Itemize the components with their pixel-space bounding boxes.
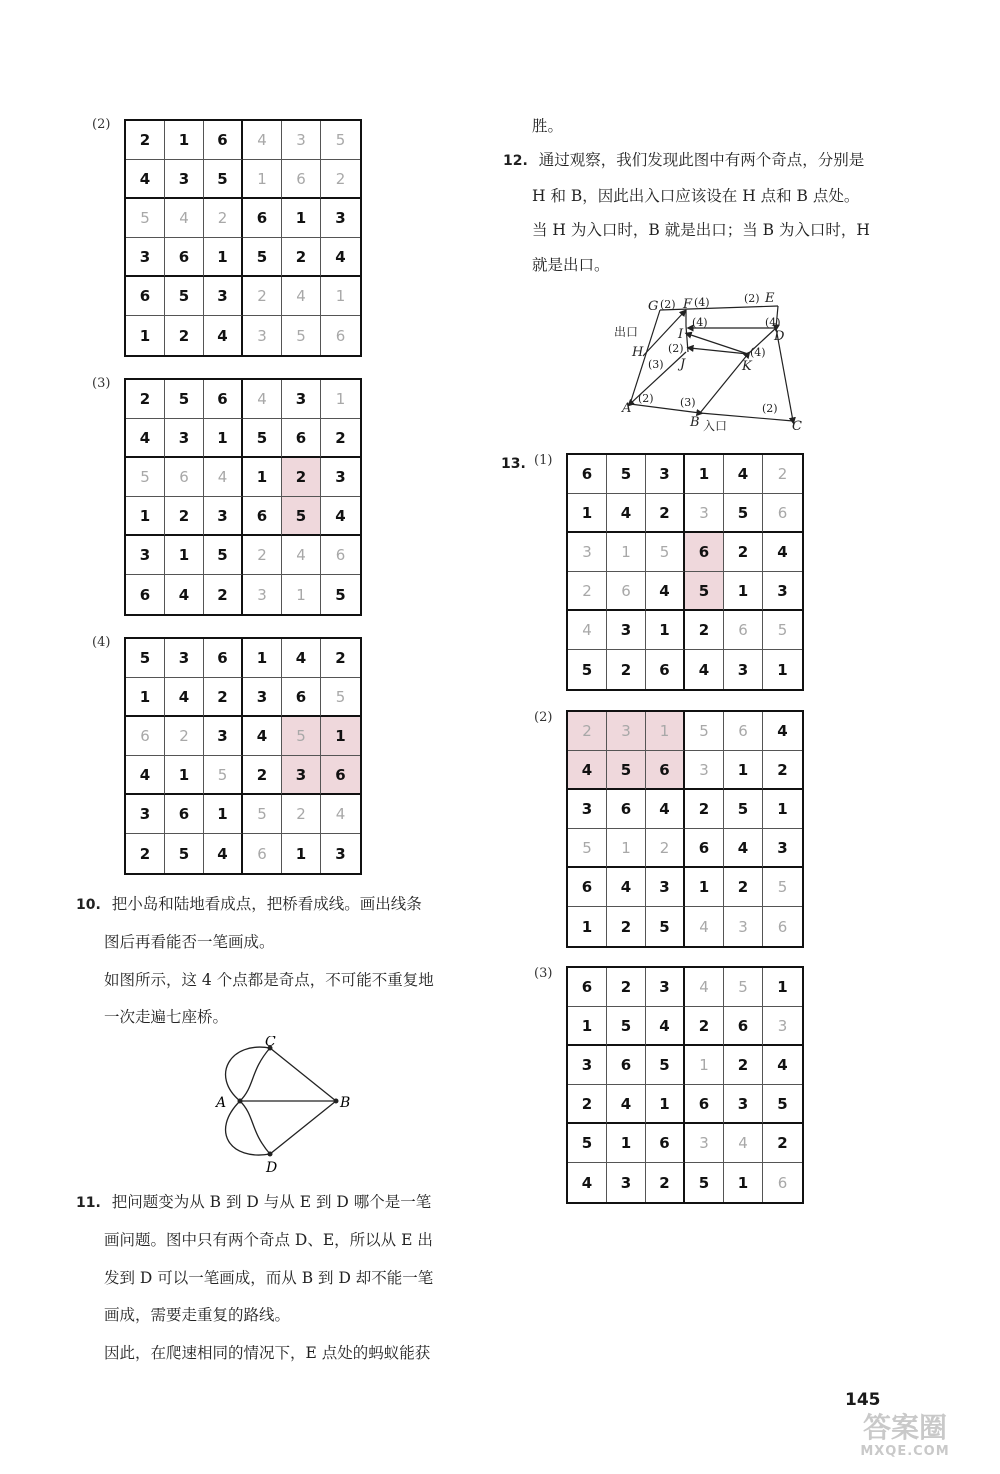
sudoku-cell: 4 bbox=[243, 717, 282, 756]
sudoku-cell: 6 bbox=[204, 380, 243, 419]
sudoku-cell: 3 bbox=[607, 1163, 646, 1202]
sudoku-cell: 2 bbox=[685, 611, 724, 650]
edge-c-b bbox=[270, 1048, 336, 1101]
q11-block bbox=[76, 1192, 431, 1213]
sudoku-cell: 3 bbox=[126, 536, 165, 575]
sudoku-cell: 4 bbox=[165, 575, 204, 614]
watermark-logo: 答案圈 MXQE.COM bbox=[860, 1411, 950, 1459]
sudoku-cell: 2 bbox=[321, 419, 360, 458]
sudoku-cell: 5 bbox=[243, 419, 282, 458]
sudoku-cell: 3 bbox=[685, 751, 724, 790]
sudoku-cell: 6 bbox=[724, 712, 763, 751]
node-g: G bbox=[648, 299, 659, 314]
w-gf: (2) bbox=[660, 298, 676, 311]
sudoku-cell: 5 bbox=[763, 1085, 802, 1124]
sudoku-cell: 1 bbox=[685, 455, 724, 494]
sudoku-cell: 6 bbox=[165, 238, 204, 277]
sudoku-cell: 2 bbox=[165, 497, 204, 536]
sudoku-cell: 5 bbox=[685, 712, 724, 751]
sudoku-grid-left-4 bbox=[124, 637, 362, 875]
grid-label-r1: (1) bbox=[534, 453, 553, 468]
q11-line-1: 把问题变为从 B 到 D 与从 E 到 D 哪个是一笔 bbox=[111, 1193, 432, 1211]
sudoku-cell: 3 bbox=[646, 868, 685, 907]
node-j: J bbox=[680, 357, 686, 372]
sudoku-cell: 3 bbox=[685, 1124, 724, 1163]
sudoku-cell: 6 bbox=[282, 160, 321, 199]
edge-a-d-inner bbox=[240, 1101, 270, 1154]
sudoku-cell: 1 bbox=[646, 611, 685, 650]
sudoku-cell: 5 bbox=[165, 277, 204, 316]
node-d bbox=[268, 1152, 273, 1157]
sudoku-cell: 1 bbox=[282, 575, 321, 614]
w-e: (2) bbox=[744, 292, 760, 305]
q10-number: 10. bbox=[76, 897, 101, 913]
sudoku-cell: 6 bbox=[646, 650, 685, 689]
sudoku-cell: 3 bbox=[607, 611, 646, 650]
sudoku-cell: 3 bbox=[646, 968, 685, 1007]
sudoku-cell: 6 bbox=[763, 494, 802, 533]
sudoku-cell: 3 bbox=[763, 572, 802, 611]
sudoku-cell: 1 bbox=[243, 458, 282, 497]
q13-number-text: 13. bbox=[501, 456, 526, 472]
edge-a-d-outer bbox=[226, 1101, 270, 1155]
sudoku-cell: 2 bbox=[126, 834, 165, 873]
edge-g-e bbox=[660, 306, 778, 310]
sudoku-cell: 4 bbox=[321, 497, 360, 536]
sudoku-cell: 6 bbox=[685, 1085, 724, 1124]
q10-block bbox=[76, 894, 422, 915]
sudoku-cell: 2 bbox=[126, 121, 165, 160]
sudoku-cell: 5 bbox=[685, 572, 724, 611]
sudoku-cell: 3 bbox=[165, 160, 204, 199]
sudoku-cell: 1 bbox=[126, 678, 165, 717]
sudoku-cell: 6 bbox=[685, 829, 724, 868]
sudoku-cell: 6 bbox=[243, 834, 282, 873]
label-b: B bbox=[340, 1095, 351, 1111]
sudoku-cell: 2 bbox=[724, 533, 763, 572]
q11-continuation: 胜。 bbox=[532, 117, 564, 135]
sudoku-cell: 4 bbox=[282, 277, 321, 316]
sudoku-cell: 1 bbox=[646, 1085, 685, 1124]
q12-line-2: H 和 B，因此出入口应该设在 H 点和 B 点处。 bbox=[532, 187, 860, 205]
sudoku-cell: 6 bbox=[204, 121, 243, 160]
q10-line-1: 把小岛和陆地看成点，把桥看成线。画出线条 bbox=[111, 895, 422, 913]
q12-line-3: 当 H 为入口时，B 就是出口；当 B 为入口时，H bbox=[532, 221, 870, 239]
sudoku-cell: 1 bbox=[646, 712, 685, 751]
sudoku-cell: 3 bbox=[243, 316, 282, 355]
w-fe: (4) bbox=[694, 296, 710, 309]
sudoku-cell: 4 bbox=[763, 533, 802, 572]
sudoku-cell: 3 bbox=[763, 829, 802, 868]
sudoku-cell: 5 bbox=[165, 380, 204, 419]
sudoku-cell: 4 bbox=[204, 458, 243, 497]
sudoku-cell: 4 bbox=[243, 380, 282, 419]
sudoku-cell: 2 bbox=[607, 650, 646, 689]
sudoku-cell: 5 bbox=[335, 585, 346, 604]
sudoku-grid-right-2 bbox=[566, 710, 804, 948]
sudoku-cell: 3 bbox=[321, 458, 360, 497]
w-j: (2) bbox=[668, 342, 684, 355]
sudoku-cell: 5 bbox=[243, 795, 282, 834]
sudoku-cell: 4 bbox=[126, 160, 165, 199]
sudoku-cell: 2 bbox=[568, 712, 607, 751]
sudoku-cell: 5 bbox=[321, 121, 360, 160]
sudoku-cell: 1 bbox=[204, 795, 243, 834]
node-i: I bbox=[678, 327, 684, 342]
sudoku-cell: 5 bbox=[607, 1007, 646, 1046]
bridge-graph-diagram bbox=[210, 1036, 360, 1176]
sudoku-cell: 4 bbox=[165, 678, 204, 717]
sudoku-cell: 6 bbox=[724, 1007, 763, 1046]
sudoku-cell: 1 bbox=[724, 751, 763, 790]
entrance-label: 入口 bbox=[703, 419, 728, 433]
w-d: (4) bbox=[765, 316, 781, 329]
grid-label-l2: (2) bbox=[92, 117, 111, 132]
sudoku-cell: 1 bbox=[607, 533, 646, 572]
sudoku-cell: 5 bbox=[763, 868, 802, 907]
sudoku-cell: 5 bbox=[568, 650, 607, 689]
sudoku-cell: 4 bbox=[568, 751, 607, 790]
sudoku-cell: 3 bbox=[568, 533, 607, 572]
sudoku-cell: 2 bbox=[282, 795, 321, 834]
sudoku-cell: 6 bbox=[646, 1124, 685, 1163]
sudoku-cell: 6 bbox=[126, 277, 165, 316]
grid-label-l3: (3) bbox=[92, 376, 111, 391]
sudoku-cell: 5 bbox=[282, 497, 321, 536]
sudoku-cell: 4 bbox=[685, 650, 724, 689]
sudoku-cell: 4 bbox=[568, 611, 607, 650]
sudoku-cell: 4 bbox=[126, 756, 165, 795]
sudoku-cell: 2 bbox=[646, 1163, 685, 1202]
sudoku-grid-right-1 bbox=[566, 453, 804, 691]
sudoku-cell: 5 bbox=[607, 751, 646, 790]
edge-a-c-inner bbox=[240, 1048, 270, 1101]
w-i: (4) bbox=[692, 316, 708, 329]
sudoku-cell: 1 bbox=[243, 639, 282, 678]
q10-line-2: 图后再看能否一笔画成。 bbox=[104, 933, 275, 951]
sudoku-cell: 5 bbox=[204, 536, 243, 575]
sudoku-cell: 5 bbox=[568, 829, 607, 868]
sudoku-cell: 5 bbox=[282, 717, 321, 756]
sudoku-cell: 1 bbox=[607, 829, 646, 868]
sudoku-cell: 2 bbox=[763, 1124, 802, 1163]
node-b bbox=[334, 1099, 339, 1104]
sudoku-cell: 3 bbox=[204, 277, 243, 316]
sudoku-cell: 5 bbox=[763, 611, 802, 650]
sudoku-cell: 1 bbox=[165, 756, 204, 795]
sudoku-cell: 6 bbox=[335, 326, 346, 345]
sudoku-cell: 2 bbox=[321, 639, 360, 678]
sudoku-cell: 6 bbox=[607, 572, 646, 611]
sudoku-cell: 1 bbox=[321, 717, 360, 756]
sudoku-cell: 4 bbox=[126, 419, 165, 458]
w-c: (2) bbox=[762, 402, 778, 415]
q12-block bbox=[503, 150, 864, 171]
sudoku-cell: 1 bbox=[321, 277, 360, 316]
sudoku-cell: 6 bbox=[126, 717, 165, 756]
node-c: C bbox=[792, 419, 802, 434]
sudoku-cell: 6 bbox=[165, 795, 204, 834]
node-a bbox=[238, 1099, 243, 1104]
sudoku-cell: 3 bbox=[282, 121, 321, 160]
sudoku-cell: 5 bbox=[646, 1046, 685, 1085]
sudoku-cell: 6 bbox=[243, 497, 282, 536]
q12-line-1: 通过观察，我们发现此图中有两个奇点，分别是 bbox=[538, 151, 865, 169]
label-a: A bbox=[216, 1095, 227, 1111]
node-k: K bbox=[742, 359, 752, 374]
sudoku-cell: 5 bbox=[724, 494, 763, 533]
node-d: D bbox=[774, 329, 785, 344]
sudoku-cell: 3 bbox=[763, 1007, 802, 1046]
sudoku-cell: 6 bbox=[646, 751, 685, 790]
sudoku-cell: 1 bbox=[204, 419, 243, 458]
sudoku-cell: 4 bbox=[282, 639, 321, 678]
sudoku-cell: 3 bbox=[282, 756, 321, 795]
sudoku-cell: 2 bbox=[243, 536, 282, 575]
page-number: 145 bbox=[845, 1390, 881, 1410]
sudoku-cell: 2 bbox=[282, 238, 321, 277]
sudoku-cell: 3 bbox=[321, 199, 360, 238]
sudoku-cell: 6 bbox=[568, 455, 607, 494]
sudoku-cell: 3 bbox=[724, 650, 763, 689]
sudoku-cell: 6 bbox=[243, 199, 282, 238]
sudoku-cell: 1 bbox=[724, 572, 763, 611]
edge-a-c-outer bbox=[226, 1047, 270, 1101]
sudoku-cell: 1 bbox=[165, 536, 204, 575]
sudoku-cell: 2 bbox=[646, 829, 685, 868]
sudoku-cell: 1 bbox=[607, 1124, 646, 1163]
node-e: E bbox=[765, 291, 775, 306]
sudoku-cell: 3 bbox=[282, 380, 321, 419]
sudoku-cell: 2 bbox=[204, 199, 243, 238]
sudoku-cell: 5 bbox=[126, 458, 165, 497]
sudoku-cell: 2 bbox=[321, 160, 360, 199]
sudoku-grid-right-3 bbox=[566, 966, 804, 1204]
sudoku-cell: 1 bbox=[685, 868, 724, 907]
sudoku-cell: 1 bbox=[282, 199, 321, 238]
q11-line-5: 因此，在爬速相同的情况下，E 点处的蚂蚁能获 bbox=[104, 1344, 431, 1362]
sudoku-cell: 5 bbox=[321, 678, 360, 717]
sudoku-cell: 2 bbox=[243, 277, 282, 316]
sudoku-cell: 1 bbox=[126, 316, 165, 355]
sudoku-cell: 2 bbox=[724, 868, 763, 907]
sudoku-cell: 1 bbox=[685, 1046, 724, 1085]
sudoku-cell: 5 bbox=[724, 790, 763, 829]
sudoku-cell: 1 bbox=[126, 497, 165, 536]
sudoku-cell: 5 bbox=[724, 968, 763, 1007]
sudoku-cell: 3 bbox=[607, 712, 646, 751]
sudoku-cell: 4 bbox=[607, 868, 646, 907]
sudoku-cell: 5 bbox=[126, 199, 165, 238]
q10-line-4: 一次走遍七座桥。 bbox=[104, 1008, 229, 1026]
sudoku-cell: 2 bbox=[646, 494, 685, 533]
sudoku-cell: 5 bbox=[646, 533, 685, 572]
node-b: B bbox=[690, 415, 700, 430]
sudoku-cell: 2 bbox=[763, 455, 802, 494]
q12-line-4: 就是出口。 bbox=[532, 256, 610, 274]
edge-d-b bbox=[270, 1101, 336, 1154]
sudoku-cell: 4 bbox=[724, 829, 763, 868]
sudoku-cell: 2 bbox=[568, 572, 607, 611]
sudoku-cell: 5 bbox=[282, 316, 321, 355]
grid-label-r3: (3) bbox=[534, 966, 553, 981]
sudoku-cell: 1 bbox=[282, 834, 321, 873]
maze-graph-diagram bbox=[608, 286, 818, 436]
sudoku-cell: 6 bbox=[568, 968, 607, 1007]
q13-number bbox=[501, 453, 526, 472]
sudoku-cell: 1 bbox=[165, 121, 204, 160]
sudoku-cell: 3 bbox=[724, 907, 763, 946]
sudoku-cell: 6 bbox=[568, 868, 607, 907]
sudoku-cell: 5 bbox=[607, 455, 646, 494]
sudoku-cell: 4 bbox=[321, 238, 360, 277]
sudoku-cell: 1 bbox=[568, 1007, 607, 1046]
sudoku-cell: 3 bbox=[685, 494, 724, 533]
sudoku-cell: 6 bbox=[607, 790, 646, 829]
sudoku-cell: 6 bbox=[204, 639, 243, 678]
w-h: (3) bbox=[648, 358, 664, 371]
sudoku-cell: 6 bbox=[607, 1046, 646, 1085]
w-a: (2) bbox=[638, 392, 654, 405]
sudoku-cell: 4 bbox=[646, 572, 685, 611]
sudoku-cell: 5 bbox=[204, 160, 243, 199]
sudoku-cell: 3 bbox=[165, 639, 204, 678]
sudoku-cell: 1 bbox=[724, 1163, 763, 1202]
sudoku-cell: 3 bbox=[204, 497, 243, 536]
sudoku-cell: 2 bbox=[607, 968, 646, 1007]
sudoku-cell: 2 bbox=[204, 678, 243, 717]
sudoku-cell: 2 bbox=[204, 575, 243, 614]
sudoku-cell: 2 bbox=[165, 316, 204, 355]
sudoku-cell: 6 bbox=[777, 1173, 788, 1192]
sudoku-cell: 4 bbox=[763, 712, 802, 751]
q11-number: 11. bbox=[76, 1195, 101, 1211]
node-h: H bbox=[632, 345, 644, 360]
sudoku-cell: 1 bbox=[243, 160, 282, 199]
node-a: A bbox=[622, 401, 632, 416]
q11-line-4: 画成，需要走重复的路线。 bbox=[104, 1306, 291, 1324]
sudoku-cell: 2 bbox=[243, 756, 282, 795]
sudoku-cell: 6 bbox=[685, 533, 724, 572]
q10-line-3: 如图所示，这 4 个点都是奇点，不可能不重复地 bbox=[104, 971, 434, 989]
sudoku-cell: 4 bbox=[204, 316, 243, 355]
sudoku-cell: 5 bbox=[165, 834, 204, 873]
sudoku-cell: 1 bbox=[763, 968, 802, 1007]
sudoku-cell: 6 bbox=[321, 756, 360, 795]
sudoku-cell: 4 bbox=[607, 494, 646, 533]
sudoku-cell: 4 bbox=[165, 199, 204, 238]
sudoku-cell: 6 bbox=[126, 575, 165, 614]
sudoku-cell: 5 bbox=[685, 1163, 724, 1202]
sudoku-cell: 3 bbox=[568, 1046, 607, 1085]
q11-line-3: 发到 D 可以一笔画成，而从 B 到 D 却不能一笔 bbox=[104, 1269, 434, 1287]
sudoku-cell: 4 bbox=[646, 790, 685, 829]
sudoku-cell: 3 bbox=[126, 795, 165, 834]
sudoku-cell: 5 bbox=[243, 238, 282, 277]
sudoku-cell: 4 bbox=[321, 795, 360, 834]
sudoku-cell: 2 bbox=[126, 380, 165, 419]
sudoku-cell: 3 bbox=[646, 455, 685, 494]
sudoku-cell: 6 bbox=[282, 678, 321, 717]
sudoku-cell: 4 bbox=[724, 1124, 763, 1163]
sudoku-cell: 4 bbox=[763, 1046, 802, 1085]
sudoku-cell: 4 bbox=[204, 834, 243, 873]
label-d: D bbox=[266, 1160, 278, 1176]
sudoku-cell: 2 bbox=[724, 1046, 763, 1085]
sudoku-cell: 4 bbox=[243, 121, 282, 160]
sudoku-cell: 3 bbox=[165, 419, 204, 458]
sudoku-cell: 3 bbox=[243, 575, 282, 614]
sudoku-cell: 2 bbox=[685, 790, 724, 829]
q11-line-2: 画问题。图中只有两个奇点 D、E，所以从 E 出 bbox=[104, 1231, 433, 1249]
sudoku-cell: 4 bbox=[724, 455, 763, 494]
sudoku-cell: 2 bbox=[165, 717, 204, 756]
exit-label: 出口 bbox=[614, 325, 639, 339]
sudoku-cell: 3 bbox=[204, 717, 243, 756]
node-f: F bbox=[683, 297, 693, 312]
sudoku-cell: 6 bbox=[724, 611, 763, 650]
sudoku-cell: 4 bbox=[607, 1085, 646, 1124]
sudoku-cell: 3 bbox=[724, 1085, 763, 1124]
edge-i-j bbox=[686, 326, 688, 352]
sudoku-cell: 6 bbox=[321, 536, 360, 575]
edge-b-k bbox=[700, 354, 748, 413]
sudoku-cell: 1 bbox=[568, 494, 607, 533]
sudoku-cell: 4 bbox=[685, 907, 724, 946]
sudoku-cell: 4 bbox=[282, 536, 321, 575]
sudoku-cell: 2 bbox=[607, 907, 646, 946]
sudoku-cell: 2 bbox=[685, 1007, 724, 1046]
w-ab: (3) bbox=[680, 396, 696, 409]
sudoku-cell: 2 bbox=[763, 751, 802, 790]
sudoku-cell: 3 bbox=[568, 790, 607, 829]
label-c: C bbox=[265, 1036, 276, 1050]
grid-label-r2: (2) bbox=[534, 710, 553, 725]
sudoku-grid-left-3 bbox=[124, 378, 362, 616]
sudoku-cell: 3 bbox=[243, 678, 282, 717]
q12-number: 12. bbox=[503, 153, 528, 169]
sudoku-cell: 5 bbox=[568, 1124, 607, 1163]
grid-label-l4: (4) bbox=[92, 635, 111, 650]
sudoku-cell: 4 bbox=[568, 1163, 607, 1202]
sudoku-cell: 4 bbox=[646, 1007, 685, 1046]
sudoku-cell: 6 bbox=[777, 917, 788, 936]
sudoku-cell: 5 bbox=[204, 756, 243, 795]
sudoku-grid-left-2 bbox=[124, 119, 362, 357]
sudoku-cell: 6 bbox=[282, 419, 321, 458]
sudoku-cell: 1 bbox=[568, 907, 607, 946]
sudoku-cell: 5 bbox=[646, 907, 685, 946]
sudoku-cell: 6 bbox=[165, 458, 204, 497]
sudoku-cell: 1 bbox=[204, 238, 243, 277]
sudoku-cell: 4 bbox=[685, 968, 724, 1007]
sudoku-cell: 1 bbox=[777, 660, 788, 679]
sudoku-cell: 5 bbox=[126, 639, 165, 678]
sudoku-cell: 3 bbox=[126, 238, 165, 277]
sudoku-cell: 2 bbox=[282, 458, 321, 497]
sudoku-cell: 1 bbox=[321, 380, 360, 419]
w-k: (4) bbox=[750, 346, 766, 359]
sudoku-cell: 1 bbox=[763, 790, 802, 829]
sudoku-cell: 2 bbox=[568, 1085, 607, 1124]
sudoku-cell: 3 bbox=[335, 844, 346, 863]
